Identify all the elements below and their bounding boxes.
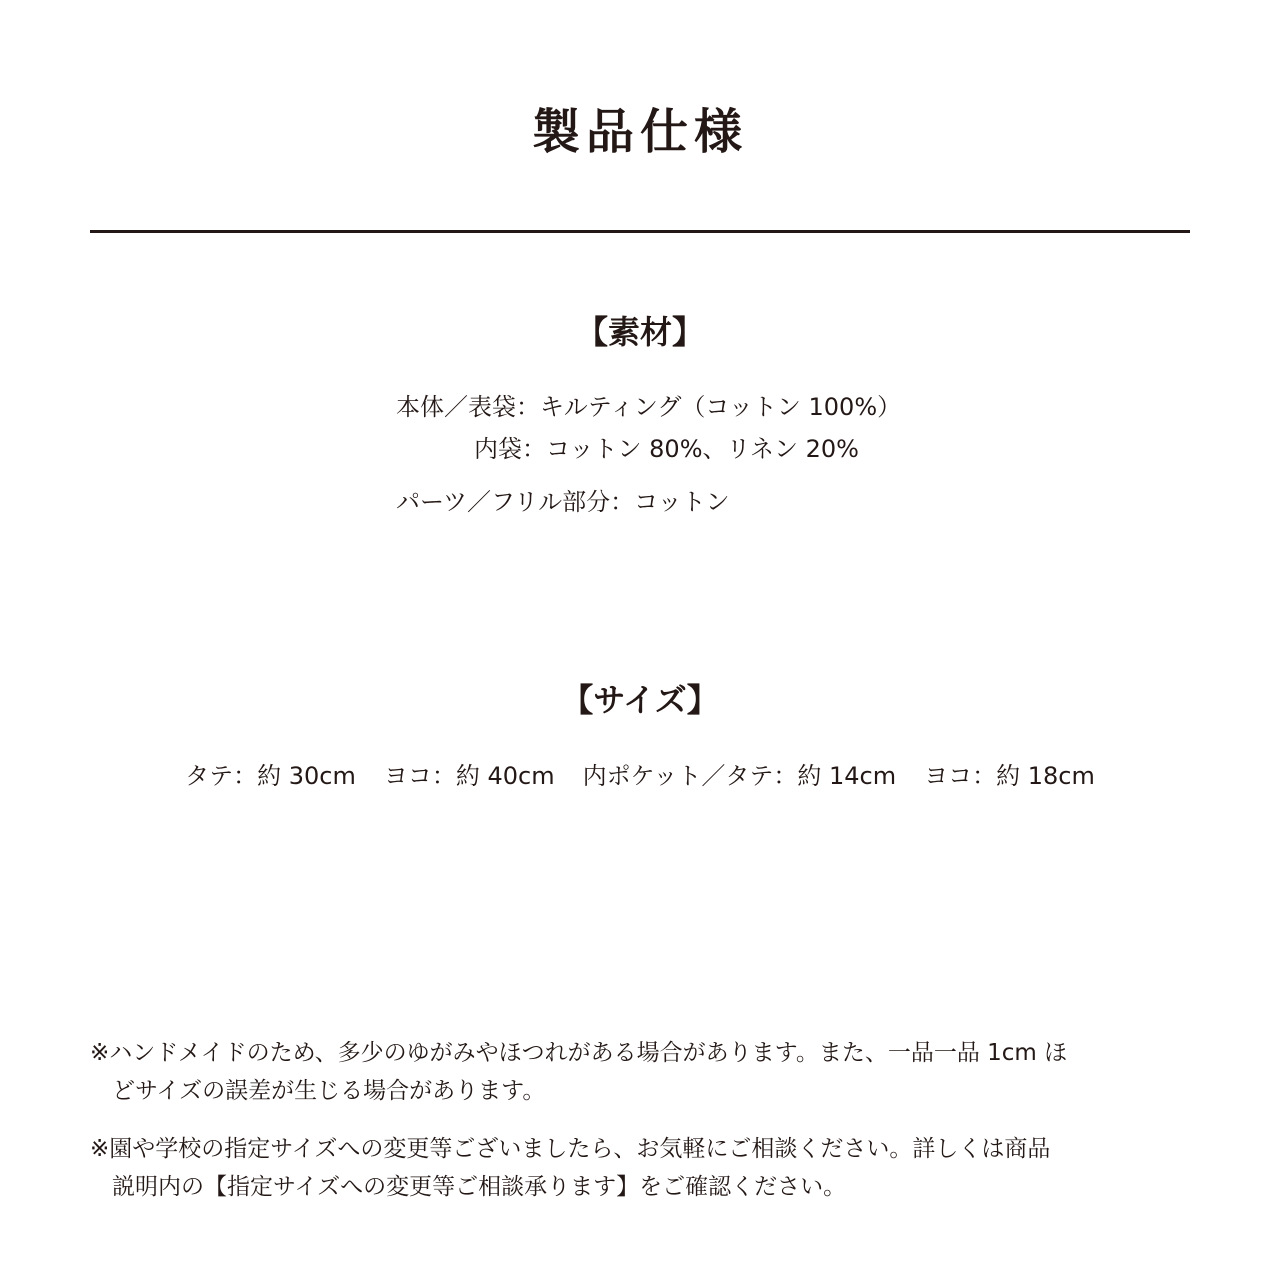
note-line: 説明内の【指定サイズへの変更等ご相談承ります】をご確認ください。 xyxy=(112,1174,847,1200)
note-line: どサイズの誤差が生じる場合があります。 xyxy=(112,1078,546,1104)
page-title: 製品仕様 xyxy=(531,104,748,160)
size-item-height: タテ：約 30cm xyxy=(185,762,356,790)
note-handmade xyxy=(90,1034,1190,1110)
material-value: コットン 80%、リネン 20% xyxy=(546,435,859,463)
size-heading: 【サイズ】 xyxy=(561,681,719,719)
material-row-body xyxy=(396,391,901,423)
material-label: パーツ／フリル部分： xyxy=(396,488,635,516)
note-line: ※園や学校の指定サイズへの変更等ございましたら、お気軽にご相談ください。詳しくは商品 xyxy=(90,1136,1051,1162)
material-row-lining xyxy=(474,433,859,465)
material-row-parts xyxy=(396,486,730,518)
material-value: コットン xyxy=(634,488,730,516)
material-label: 本体／表袋： xyxy=(396,393,540,421)
size-item-width: ヨコ：約 40cm xyxy=(383,762,555,790)
size-line xyxy=(0,760,1280,792)
material-heading: 【素材】 xyxy=(575,313,704,351)
note-size-change xyxy=(90,1130,1190,1206)
title-divider xyxy=(90,230,1190,233)
material-value: キルティング（コットン 100%） xyxy=(540,393,902,421)
size-item-pocket-height: 内ポケット／タテ：約 14cm xyxy=(582,762,897,790)
size-item-pocket-width: ヨコ：約 18cm xyxy=(924,762,1095,790)
note-line: ※ハンドメイドのため、多少のゆがみやほつれがある場合があります。また、一品一品 1cm ほ xyxy=(90,1040,1068,1066)
material-label: 内袋： xyxy=(474,435,546,463)
